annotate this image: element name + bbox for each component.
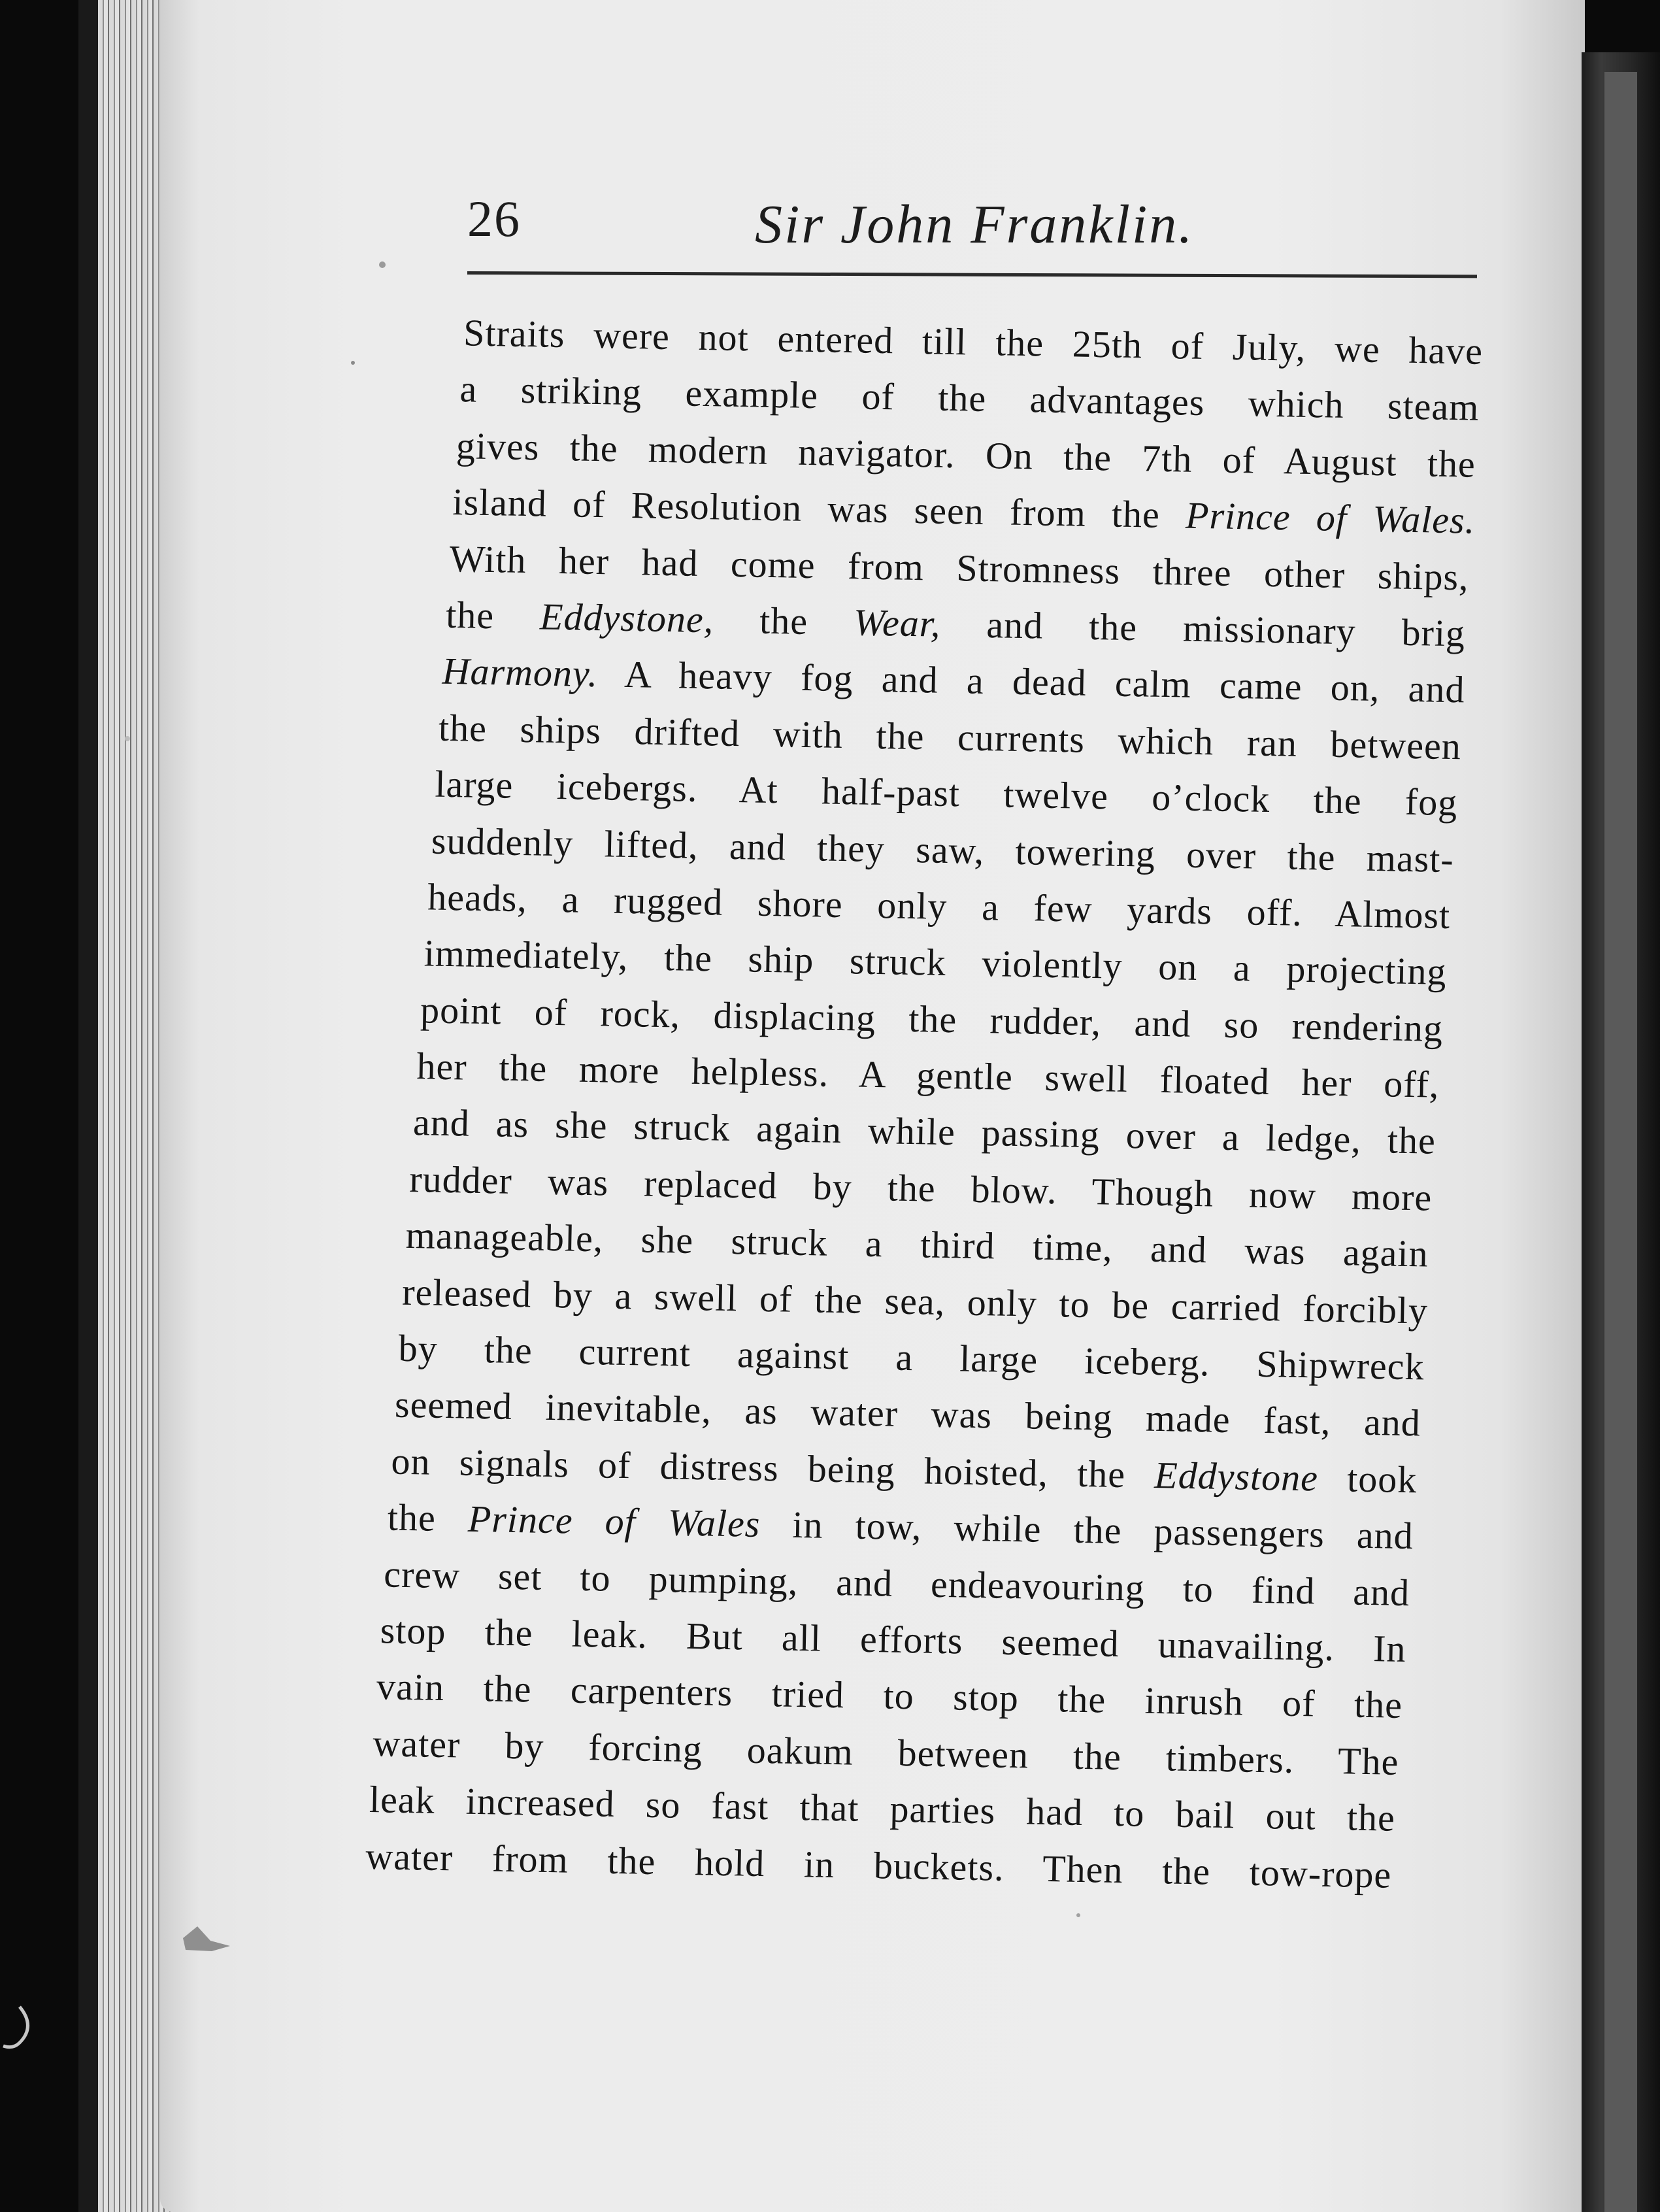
text-run: water from the hold in buckets. Then the tow-rope [365, 1834, 1392, 1896]
text-run: and the missionary brig [940, 602, 1466, 655]
text-run: With her had come from Stromness three other ships, [449, 537, 1470, 599]
italic-run: Eddystone, [539, 595, 714, 641]
text-run: the [713, 598, 854, 644]
speck-curl [3, 2007, 28, 2047]
text-run: her the more helpless. A gentle swell floated her off, [416, 1045, 1440, 1106]
book-spine-shadow [78, 0, 98, 2212]
italic-run: Harmony. [442, 650, 599, 695]
text-run: point of rock, displacing the rudder, and so rendering [420, 988, 1444, 1050]
text-run: Straits were not entered till the 25th of July, we have [463, 311, 1484, 373]
text-run: the ships drifted with the currents which ran between [438, 706, 1462, 768]
text-run: a striking example of the advantages which steam [459, 367, 1480, 429]
text-run: island of Resolution was seen from the [452, 480, 1186, 537]
text-run: by the current against a large iceberg. Shipwreck [398, 1326, 1425, 1388]
adjacent-page-strip [1604, 72, 1637, 2212]
text-run: took [1318, 1456, 1418, 1501]
text-run: water by forcing oakum between the timbers. The [373, 1721, 1399, 1783]
text-run: and as she struck again while passing over a ledge, the [412, 1101, 1436, 1163]
page-header [467, 190, 1480, 281]
body-text [365, 304, 1490, 1905]
italic-run: Wear, [853, 601, 942, 645]
text-run: stop the leak. But all efforts seemed unavailing. In [380, 1609, 1407, 1671]
italic-run: Prince of Wales [467, 1497, 761, 1546]
running-title: Sir John Franklin. [755, 194, 1195, 255]
text-run: in tow, while the passengers and [759, 1503, 1414, 1558]
italic-run: Eddystone [1154, 1453, 1319, 1500]
italic-run: Prince of Wales. [1185, 494, 1476, 542]
text-run: gives the modern navigator. On the 7th of August the [456, 424, 1476, 486]
text-run: vain the carpenters tried to stop the inrush of the [376, 1665, 1403, 1727]
text-run: large icebergs. At half-past twelve o’clock the fog [434, 762, 1458, 824]
text-run: on signals of distress being hoisted, the [390, 1439, 1155, 1496]
page-number: 26 [467, 190, 521, 247]
text-run: the [387, 1496, 469, 1540]
text-run: suddenly lifted, and they saw, towering over the mast- [431, 819, 1455, 880]
text-run: the [445, 593, 540, 638]
text-run: rudder was replaced by the blow. Though now more [408, 1157, 1433, 1219]
text-run: manageable, she struck a third time, and was again [405, 1214, 1429, 1275]
text-run: crew set to pumping, and endeavouring to find and [383, 1552, 1410, 1614]
text-run: released by a swell of the sea, only to be carried forcibly [401, 1270, 1429, 1332]
text-run: heads, a rugged shore only a few yards off. Almost [427, 875, 1451, 937]
text-run: A heavy fog and a dead calm came on, and [597, 652, 1466, 711]
text-run: seemed inevitable, as water was being made fast, and [394, 1383, 1421, 1445]
text-run: immediately, the ship struck violently on a projecting [423, 931, 1448, 994]
text-run: leak increased so fast that parties had to bail out the [369, 1778, 1396, 1839]
